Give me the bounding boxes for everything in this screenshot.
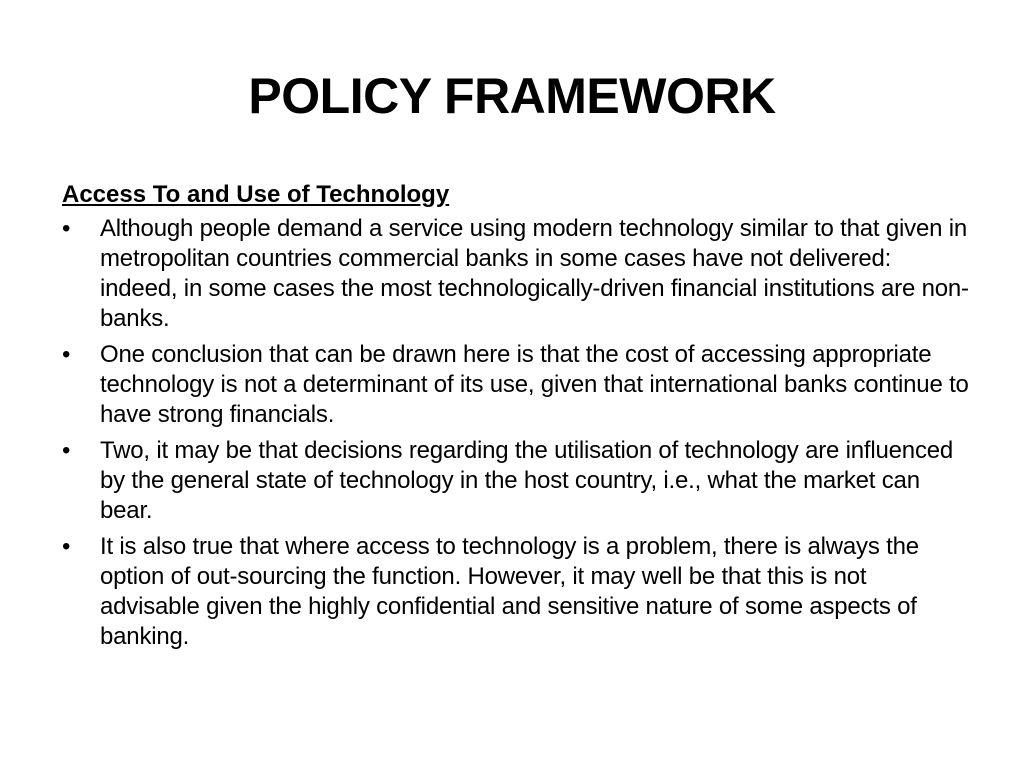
bullet-text: One conclusion that can be drawn here is that the cost of accessing appropriate technology is not a determinant of its use, given that international banks continue to have strong financials. [100,341,969,428]
bullet-text: Although people demand a service using modern technology similar to that given in metropolitan countries commercial banks in some cases have not delivered: indeed, in some cases the most technologically-driven financial institutions are non-banks. [100,215,969,332]
bullet-list [62,214,972,652]
bullet-icon: • [62,533,71,560]
bullet-icon: • [62,341,71,368]
bullet-item [62,532,972,652]
bullet-item [62,214,972,334]
bullet-item [62,436,972,526]
bullet-text: It is also true that where access to technology is a problem, there is always the option of out-sourcing the function. However, it may well be that this is not advisable given the highly confidential and sensitive nature of some aspects of banking. [100,533,919,650]
slide-content [62,180,972,658]
bullet-text: Two, it may be that decisions regarding the utilisation of technology are influenced by the general state of technology in the host country, i.e., what the market can bear. [100,437,954,524]
bullet-icon: • [62,215,71,242]
bullet-icon: • [62,437,71,464]
section-heading: Access To and Use of Technology [62,181,450,208]
slide-title: POLICY FRAMEWORK [248,68,776,124]
bullet-item [62,340,972,430]
